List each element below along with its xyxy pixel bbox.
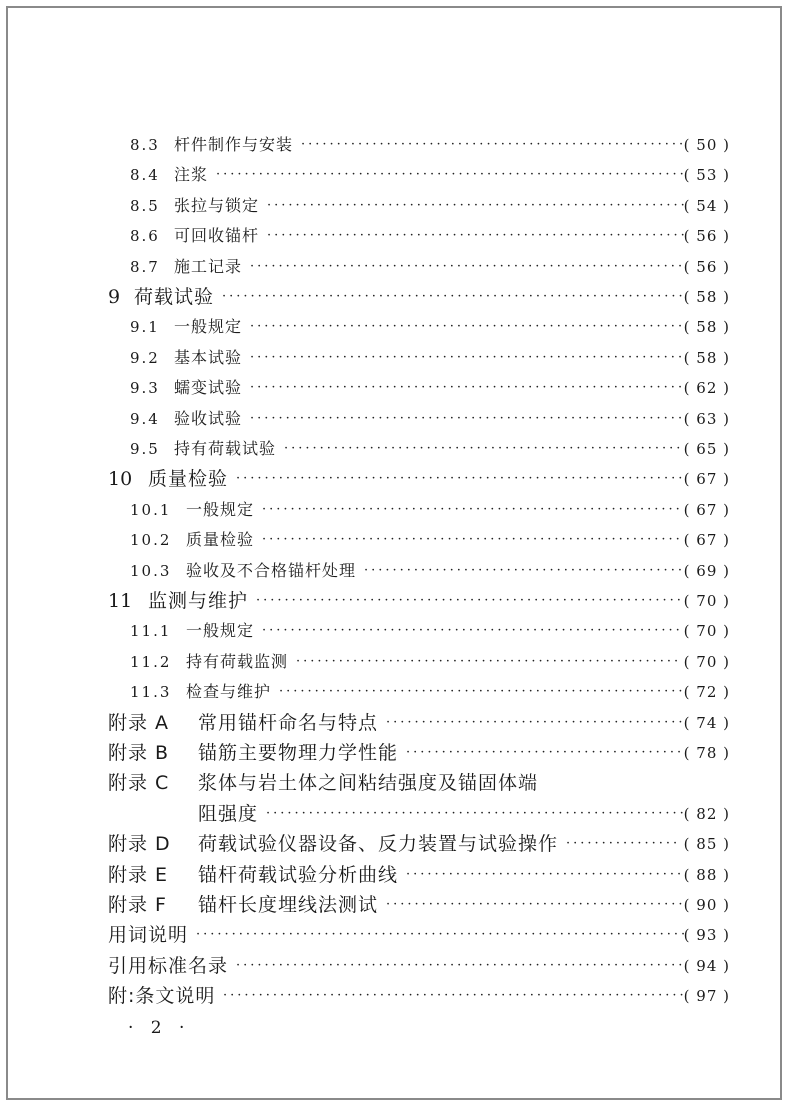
- toc-entry[interactable]: [8, 647, 780, 677]
- toc-entry[interactable]: [8, 981, 780, 1011]
- toc-entry[interactable]: [8, 252, 780, 282]
- toc-entry-page: ( 50 ): [683, 136, 730, 154]
- toc-leader-dots: ···························································: [262, 532, 683, 548]
- toc-leader-dots: ·····························································: [250, 319, 686, 335]
- toc-leader-dots: ···························································: [267, 197, 688, 213]
- toc-entry-number: 8.7: [130, 257, 160, 276]
- toc-entry[interactable]: [8, 556, 780, 586]
- toc-entry-page: ( 78 ): [683, 744, 730, 762]
- toc-entry[interactable]: [8, 404, 780, 434]
- toc-entry-title: 引用标准名录: [108, 954, 229, 977]
- toc-leader-dots: ···························································: [267, 228, 688, 244]
- toc-entry-page: ( 74 ): [683, 713, 730, 732]
- toc-entry-title: 持有荷载监测: [186, 651, 289, 671]
- toc-entry-title: 附:条文说明: [108, 985, 216, 1008]
- table-of-contents: [8, 8, 780, 1098]
- toc-entry-page: ( 85 ): [683, 835, 730, 854]
- toc-leader-dots: ······················································: [301, 137, 687, 152]
- toc-entry-title: 持有荷载试验: [174, 439, 277, 458]
- toc-leader-dots: ·····································································: [196, 927, 689, 943]
- toc-leader-dots: ·······································: [406, 745, 685, 760]
- toc-entry[interactable]: [8, 434, 780, 464]
- toc-entry-title: 锚杆长度埋线法测试: [198, 894, 379, 916]
- toc-entry-title: 锚杆荷载试验分析曲线: [198, 863, 399, 886]
- toc-entry-number: 9.5: [130, 440, 160, 458]
- toc-entry-page: ( 65 ): [683, 440, 730, 458]
- toc-leader-dots: ·······································: [406, 866, 685, 882]
- toc-entry[interactable]: [8, 130, 780, 160]
- toc-leader-dots: ··········································: [386, 714, 686, 730]
- toc-entry-number: 10.1: [130, 500, 172, 519]
- toc-entry-page: ( 94 ): [683, 956, 730, 975]
- toc-entry-number: 11: [108, 590, 133, 612]
- toc-entry-number: 10.3: [130, 561, 172, 580]
- toc-entry-title: 杆件制作与安装: [174, 135, 294, 154]
- toc-entry-page: ( 58 ): [683, 318, 730, 337]
- toc-entry-number: 11.1: [130, 622, 172, 641]
- toc-entry-title: 验收及不合格锚杆处理: [186, 560, 357, 580]
- toc-leader-dots: ·····························································: [250, 410, 686, 426]
- toc-entry[interactable]: [8, 160, 780, 190]
- toc-leader-dots: ·························································: [279, 684, 686, 700]
- toc-entry[interactable]: [8, 860, 780, 890]
- toc-entry[interactable]: [8, 343, 780, 373]
- toc-entry-title: 施工记录: [174, 256, 243, 276]
- toc-entry-number: 8.5: [130, 196, 160, 215]
- toc-entry-page: ( 56 ): [683, 227, 730, 246]
- toc-entry-number: 10: [108, 468, 133, 491]
- toc-entry-title: 质量检验: [186, 530, 255, 550]
- toc-entry[interactable]: [8, 191, 780, 221]
- toc-leader-dots: ·············································: [364, 562, 685, 578]
- toc-entry-title: 浆体与岩土体之间粘结强度及锚固体端: [198, 772, 539, 795]
- toc-entry-page: ( 53 ): [683, 166, 730, 185]
- toc-entry-title: 一般规定: [186, 621, 255, 641]
- toc-leader-dots: ························································: [284, 441, 684, 456]
- toc-entry-number: 11.3: [130, 683, 172, 702]
- toc-entry-page: ( 63 ): [683, 409, 730, 428]
- toc-entry-title: 蠕变试验: [174, 378, 243, 398]
- toc-entry-title: 一般规定: [186, 499, 255, 519]
- toc-entry[interactable]: [8, 464, 780, 494]
- toc-leader-dots: ·····························································: [250, 349, 686, 365]
- toc-entry-page: ( 70 ): [683, 622, 730, 641]
- toc-entry-title: 荷载试验: [134, 286, 215, 308]
- toc-entry-title: 阻强度: [198, 802, 259, 825]
- toc-entry-page: ( 70 ): [683, 592, 730, 610]
- toc-leader-dots: ··································································: [216, 167, 687, 183]
- toc-entry-number: 附录 F: [108, 894, 167, 916]
- toc-entry-number: 11.2: [130, 652, 172, 671]
- toc-entry[interactable]: [8, 495, 780, 525]
- toc-entry-number: 9: [108, 286, 121, 308]
- toc-entry-number: 9.4: [130, 409, 160, 428]
- toc-entry-page: ( 82 ): [683, 804, 730, 823]
- toc-entry[interactable]: [8, 525, 780, 555]
- toc-entry[interactable]: [8, 951, 780, 981]
- toc-leader-dots: ·······························································: [236, 957, 686, 973]
- toc-entry-title: 张拉与锁定: [174, 195, 260, 215]
- toc-entry-title: 验收试验: [174, 408, 243, 428]
- toc-entry-title: 可回收锚杆: [174, 226, 260, 246]
- toc-entry-page: ( 67 ): [683, 531, 730, 550]
- toc-entry-number: 附录 D: [108, 833, 171, 856]
- toc-leader-dots: ·································································: [222, 289, 686, 304]
- toc-entry-title: 常用锚杆命名与特点: [198, 711, 379, 734]
- toc-entry-page: ( 58 ): [683, 288, 730, 306]
- toc-entry[interactable]: [8, 799, 780, 829]
- page-frame: [6, 6, 782, 1100]
- toc-leader-dots: ···························································: [262, 623, 683, 639]
- toc-leader-dots: ···························································: [266, 805, 687, 821]
- toc-leader-dots: ···························································: [262, 501, 683, 517]
- toc-entry-number: 9.3: [130, 379, 160, 398]
- toc-entry-title: 检查与维护: [186, 682, 272, 702]
- toc-leader-dots: ··········································: [386, 897, 686, 912]
- toc-leader-dots: ·································································: [223, 988, 687, 1004]
- toc-entry-number: 10.2: [130, 531, 172, 550]
- toc-entry-number: 9.2: [130, 348, 160, 367]
- toc-entry-page: ( 88 ): [683, 865, 730, 884]
- toc-leader-dots: ················: [566, 836, 681, 852]
- toc-entry[interactable]: [8, 768, 780, 798]
- toc-entry-page: ( 69 ): [683, 561, 730, 580]
- toc-entry-number: 附录 C: [108, 772, 170, 795]
- toc-entry-number: 附录 A: [108, 711, 170, 734]
- toc-entry-number: 9.1: [130, 318, 160, 337]
- toc-leader-dots: ·······························································: [236, 471, 686, 487]
- toc-entry-page: ( 67 ): [683, 470, 730, 489]
- toc-entry-title: 一般规定: [174, 317, 243, 337]
- toc-leader-dots: ·····························································: [250, 380, 686, 396]
- toc-entry[interactable]: [8, 586, 780, 616]
- toc-entry[interactable]: [8, 920, 780, 950]
- toc-entry-title: 荷载试验仪器设备、反力装置与试验操作: [198, 833, 559, 856]
- toc-entry[interactable]: [8, 373, 780, 403]
- toc-entry-page: ( 58 ): [683, 348, 730, 367]
- toc-entry-number: 附录 B: [108, 742, 170, 764]
- toc-entry-page: ( 67 ): [683, 500, 730, 519]
- toc-entry-page: ( 56 ): [683, 257, 730, 276]
- toc-entry[interactable]: [8, 890, 780, 920]
- toc-entry-title: 用词说明: [108, 924, 189, 947]
- toc-leader-dots: ······················································: [296, 653, 682, 669]
- toc-leader-dots: ····························································: [256, 593, 684, 608]
- toc-entry-number: 附录 E: [108, 863, 169, 886]
- toc-entry[interactable]: [8, 282, 780, 312]
- toc-entry-number: 8.4: [130, 166, 160, 185]
- toc-entry-page: ( 62 ): [683, 379, 730, 398]
- toc-entry[interactable]: [8, 708, 780, 738]
- toc-entry-title: 锚筋主要物理力学性能: [198, 742, 399, 764]
- toc-entry[interactable]: [8, 677, 780, 707]
- toc-entry-number: 8.6: [130, 227, 160, 246]
- toc-entry[interactable]: [8, 312, 780, 342]
- toc-entry-title: 监测与维护: [148, 590, 249, 612]
- page-number: · 2 ·: [128, 1018, 191, 1038]
- toc-entry-title: 注浆: [174, 165, 209, 185]
- toc-entry-page: ( 72 ): [683, 683, 730, 702]
- toc-entry[interactable]: [8, 616, 780, 646]
- toc-entry[interactable]: [8, 221, 780, 251]
- toc-entry-page: ( 70 ): [683, 652, 730, 671]
- toc-entry[interactable]: [8, 829, 780, 859]
- toc-entry-number: 8.3: [130, 136, 160, 154]
- toc-entry-page: ( 97 ): [683, 987, 730, 1006]
- toc-entry-title: 基本试验: [174, 347, 243, 367]
- toc-entry[interactable]: [8, 738, 780, 768]
- toc-entry-page: ( 93 ): [683, 926, 730, 945]
- toc-entry-page: ( 90 ): [683, 896, 730, 914]
- toc-entry-title: 质量检验: [148, 468, 229, 491]
- toc-entry-page: ( 54 ): [683, 196, 730, 215]
- toc-leader-dots: ·····························································: [250, 258, 686, 274]
